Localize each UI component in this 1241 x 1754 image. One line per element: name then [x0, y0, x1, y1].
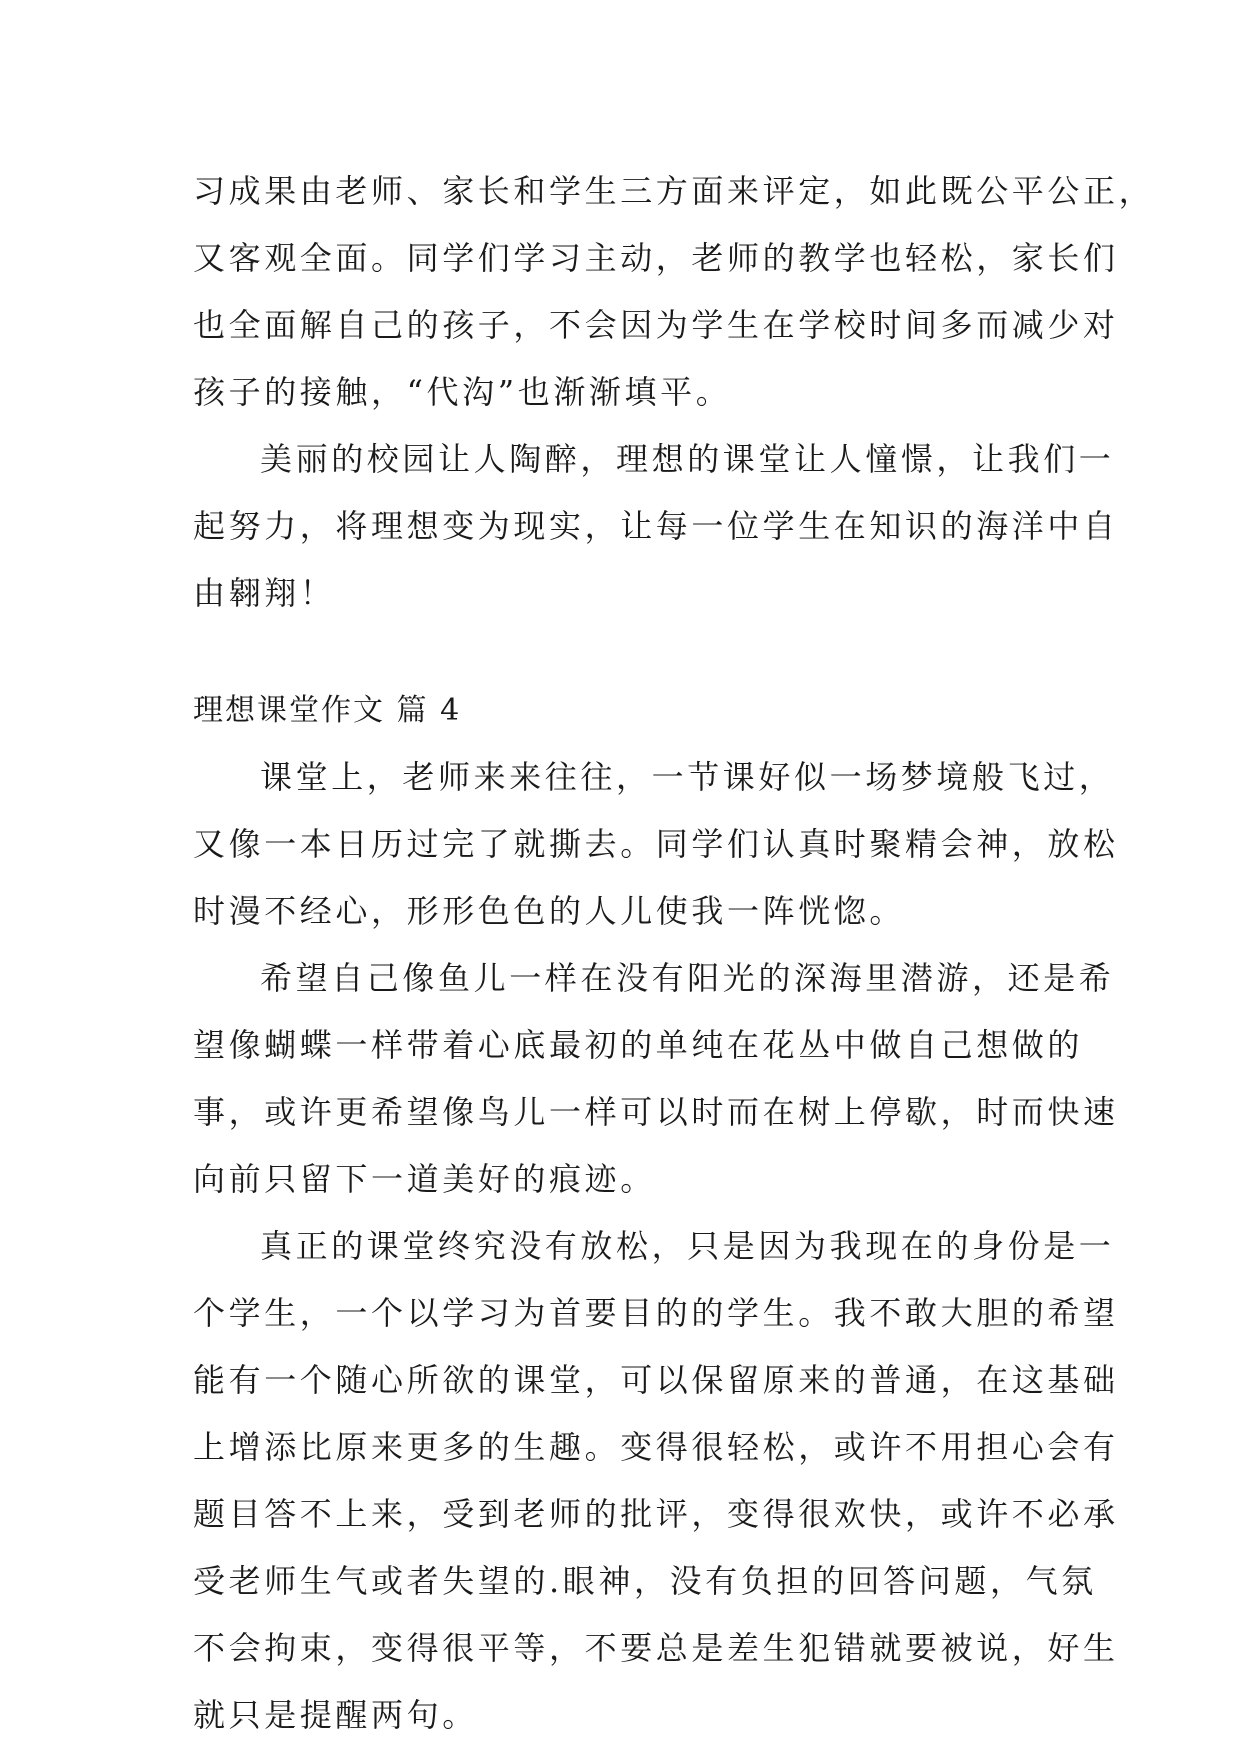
text-line: 由翱翔！ — [193, 574, 336, 612]
paragraph — [193, 158, 1155, 426]
section-heading: 理想课堂作文 篇 4 — [193, 693, 462, 728]
paragraph — [193, 744, 1119, 945]
text-line: 望像蝴蝶一样带着心底最初的单纯在花丛中做自己想做的 — [193, 1026, 1084, 1064]
text-line: 事，或许更希望像鸟儿一样可以时而在树上停歇，时而快速 — [193, 1093, 1119, 1131]
text-line: 美丽的校园让人陶醉，理想的课堂让人憧憬，让我们一 — [260, 440, 1115, 478]
section-spacer — [193, 627, 1053, 677]
text-line: 个学生，一个以学习为首要目的的学生。我不敢大胆的希望 — [193, 1294, 1119, 1332]
text-line: 不会拘束，变得很平等，不要总是差生犯错就要被说，好生 — [193, 1629, 1119, 1667]
text-line: 孩子的接触，“代沟”也渐渐填平。 — [193, 373, 732, 411]
text-line: 上增添比原来更多的生趣。变得很轻松，或许不用担心会有 — [193, 1428, 1119, 1466]
text-line: 习成果由老师、家长和学生三方面来评定，如此既公平公正， — [193, 172, 1155, 210]
text-line: 又客观全面。同学们学习主动，老师的教学也轻松，家长们 — [193, 239, 1119, 277]
text-line: 向前只留下一道美好的痕迹。 — [193, 1160, 656, 1198]
text-line: 题目答不上来，受到老师的批评，变得很欢快，或许不必承 — [193, 1495, 1119, 1533]
text-line: 希望自己像鱼儿一样在没有阳光的深海里潜游，还是希 — [260, 959, 1115, 997]
document-body — [193, 158, 1155, 1749]
text-line: 就只是提醒两句。 — [193, 1696, 478, 1734]
text-line: 受老师生气或者失望的.眼神，没有负担的回答问题，气氛 — [193, 1562, 1097, 1600]
text-line: 起努力，将理想变为现实，让每一位学生在知识的海洋中自 — [193, 507, 1119, 545]
text-line: 真正的课堂终究没有放松，只是因为我现在的身份是一 — [260, 1227, 1115, 1265]
text-line: 也全面解自己的孩子，不会因为学生在学校时间多而减少对 — [193, 306, 1119, 344]
text-line: 课堂上，老师来来往往，一节课好似一场梦境般飞过， — [260, 758, 1115, 796]
paragraph — [193, 1213, 1119, 1749]
text-line: 又像一本日历过完了就撕去。同学们认真时聚精会神，放松 — [193, 825, 1119, 863]
text-line: 时漫不经心，形形色色的人儿使我一阵恍惚。 — [193, 892, 906, 930]
paragraph — [193, 426, 1119, 627]
paragraph — [193, 945, 1119, 1213]
text-line: 能有一个随心所欲的课堂，可以保留原来的普通，在这基础 — [193, 1361, 1119, 1399]
